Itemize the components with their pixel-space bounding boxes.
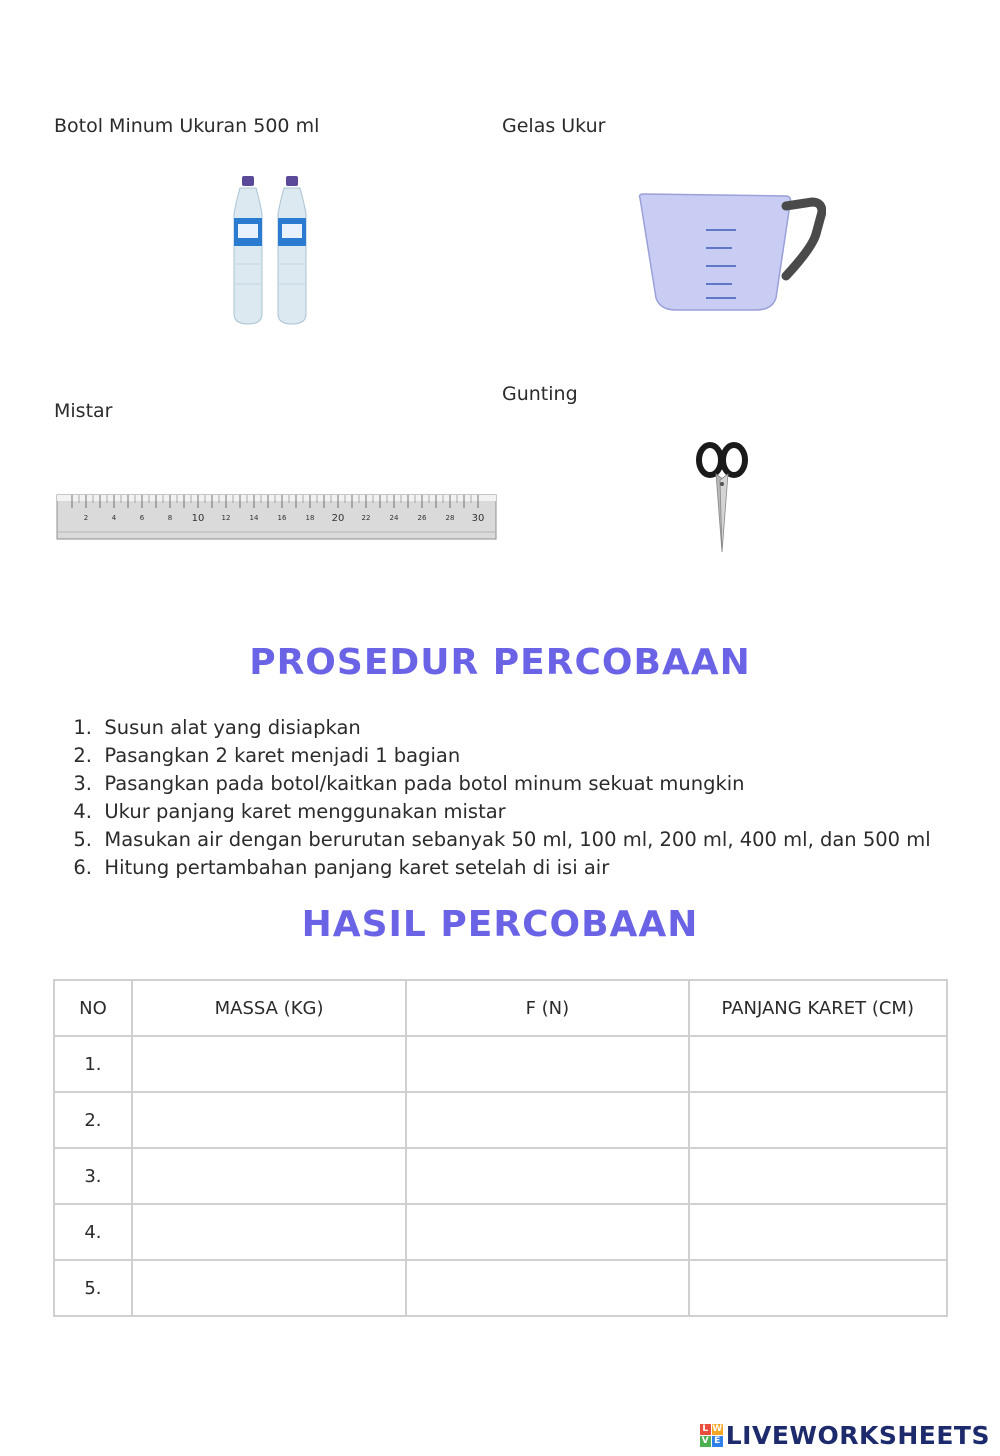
length-cell[interactable]: [689, 1092, 948, 1148]
force-cell[interactable]: [406, 1204, 688, 1260]
bottle-label: Botol Minum Ukuran 500 ml: [54, 115, 320, 137]
ruler-image: [56, 494, 497, 540]
svg-text:10: 10: [191, 513, 205, 524]
force-cell[interactable]: [406, 1148, 688, 1204]
table-header-row: [54, 980, 947, 1036]
measuring-cup-image: [636, 190, 826, 314]
length-cell[interactable]: [689, 1204, 948, 1260]
row-number: 2.: [54, 1092, 132, 1148]
length-cell[interactable]: [689, 1260, 948, 1316]
svg-text:12: 12: [221, 514, 231, 522]
procedure-steps: [54, 714, 931, 882]
logo-grid-icon: L W V E: [700, 1424, 723, 1447]
procedure-title: PROSEDUR PERCOBAAN: [249, 642, 751, 683]
svg-text:24: 24: [389, 514, 399, 522]
results-title: HASIL PERCOBAAN: [301, 904, 699, 945]
svg-text:22: 22: [361, 514, 371, 522]
row-number: 1.: [54, 1036, 132, 1092]
svg-text:16: 16: [277, 514, 287, 522]
svg-text:4: 4: [111, 514, 117, 522]
table-row: [54, 1036, 947, 1092]
svg-text:2: 2: [83, 514, 89, 522]
header-mass: MASSA (KG): [132, 980, 406, 1036]
procedure-step: 4. Ukur panjang karet menggunakan mistar: [73, 800, 506, 823]
procedure-step: 3. Pasangkan pada botol/kaitkan pada botol minum sekuat mungkin: [73, 772, 745, 795]
table-row: [54, 1148, 947, 1204]
mass-cell[interactable]: [132, 1092, 406, 1148]
force-cell[interactable]: [406, 1092, 688, 1148]
logo-text: LIVEWORKSHEETS: [725, 1420, 990, 1450]
scissors-label: Gunting: [502, 383, 578, 405]
liveworksheets-logo[interactable]: [700, 1420, 990, 1450]
bottle-right-icon: [278, 176, 306, 324]
row-number: 4.: [54, 1204, 132, 1260]
scissors-image: [694, 440, 750, 556]
svg-text:20: 20: [331, 513, 345, 524]
svg-text:6: 6: [139, 514, 145, 522]
table-row: [54, 1092, 947, 1148]
row-number: 5.: [54, 1260, 132, 1316]
ruler-label: Mistar: [54, 400, 113, 422]
header-rubber-length: PANJANG KARET (CM): [689, 980, 948, 1036]
header-no: NO: [54, 980, 132, 1036]
svg-text:8: 8: [167, 514, 173, 522]
force-cell[interactable]: [406, 1036, 688, 1092]
mass-cell[interactable]: [132, 1148, 406, 1204]
length-cell[interactable]: [689, 1036, 948, 1092]
force-cell[interactable]: [406, 1260, 688, 1316]
procedure-step: 2. Pasangkan 2 karet menjadi 1 bagian: [73, 744, 461, 767]
svg-text:26: 26: [417, 514, 427, 522]
mass-cell[interactable]: [132, 1260, 406, 1316]
water-bottles-image: [228, 174, 324, 326]
svg-text:14: 14: [249, 514, 259, 522]
header-force: F (N): [406, 980, 688, 1036]
mass-cell[interactable]: [132, 1204, 406, 1260]
procedure-step: 1. Susun alat yang disiapkan: [73, 716, 361, 739]
table-row: [54, 1260, 947, 1316]
length-cell[interactable]: [689, 1148, 948, 1204]
bottle-left-icon: [234, 176, 262, 324]
mass-cell[interactable]: [132, 1036, 406, 1092]
procedure-step: 6. Hitung pertambahan panjang karet setelah di isi air: [73, 856, 610, 879]
procedure-step: 5. Masukan air dengan berurutan sebanyak 50 ml, 100 ml, 200 ml, 400 ml, dan 500 ml: [73, 828, 931, 851]
svg-text:18: 18: [305, 514, 315, 522]
row-number: 3.: [54, 1148, 132, 1204]
results-table: [53, 979, 948, 1317]
svg-text:28: 28: [445, 514, 455, 522]
svg-text:30: 30: [471, 513, 485, 524]
table-row: [54, 1204, 947, 1260]
measuring-cup-label: Gelas Ukur: [502, 115, 606, 137]
